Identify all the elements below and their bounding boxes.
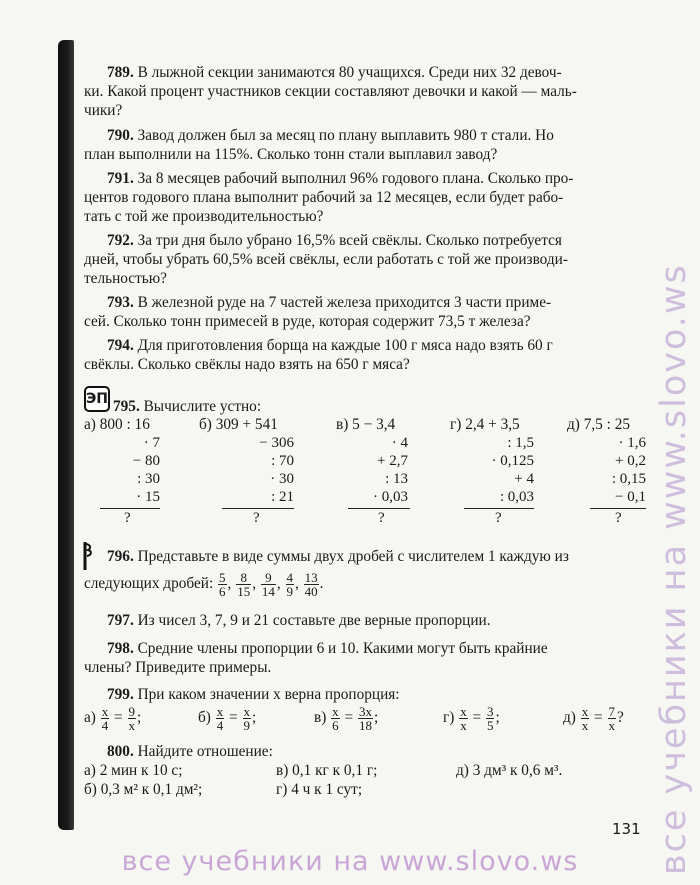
problem-791-line-1: 791. За 8 месяцев рабочий выполнил 96% годового плана. Сколько про- — [107, 170, 574, 187]
col-e-op-3: : 0,15 — [611, 471, 646, 487]
problem-789-line-2: ки. Какой процент участников секции составляют девочки и какой — маль- — [84, 83, 577, 100]
problem-794-line-1: 794. Для приготовления борща на каждые 100 г мяса надо взять 60 г — [107, 337, 553, 354]
problem-790-line-1: 790. Завод должен был за месяц по плану выплавить 980 т стали. Но — [107, 127, 554, 144]
col-e-rule — [590, 508, 646, 509]
pencil-mark-icon — [82, 540, 94, 572]
col-d-op-4: : 0,03 — [499, 489, 534, 505]
col-e-op-2: + 0,2 — [615, 453, 646, 469]
problem-795-title: 795. Вычислите устно: — [113, 398, 262, 415]
problem-794-line-2: свёклы. Сколько свёклы надо взять на 650 г мяса? — [84, 356, 410, 373]
col-a-answer: ? — [124, 510, 131, 526]
problem-791-line-3: тать с той же производительностью? — [84, 208, 324, 225]
proportion-d: г) $\frac{x}{x}$ = $\frac{3}{5}$ ; — [443, 704, 500, 733]
problem-799-title: 799. При каком значении x верна пропорция: — [107, 686, 400, 703]
proportion-b: б) $\frac{x}{4}$ = $\frac{x}{9}$ ; — [198, 704, 257, 733]
col-d-op-2: · 0,125 — [491, 453, 534, 469]
vertical-watermark: все учебники на www.slovo.ws — [654, 263, 694, 875]
problem-797: 797. Из чисел 3, 7, 9 и 21 составьте две верные пропорции. — [107, 612, 491, 629]
col-c-op-4: · 0,03 — [373, 489, 408, 505]
ratio-b: б) 0,3 м² к 0,1 дм²; — [84, 781, 203, 798]
page-number: 131 — [612, 820, 641, 838]
problem-792-line-3: тельностью? — [84, 270, 167, 287]
col-d-op-3: + 4 — [514, 471, 534, 487]
ratio-d: г) 4 ч к 1 сут; — [276, 781, 363, 798]
col-e-op-4: − 0,1 — [615, 489, 646, 505]
col-b-rule — [222, 508, 294, 509]
col-d-op-1: : 1,5 — [507, 435, 534, 451]
col-a-label: а) 800 : 16 — [84, 416, 150, 433]
col-b-op-2: : 70 — [271, 453, 294, 469]
problem-800-title: 800. Найдите отношение: — [107, 743, 273, 760]
problem-798-line-1: 798. Средние члены пропорции 6 и 10. Какими могут быть крайние — [107, 640, 548, 657]
col-c-op-3: : 13 — [385, 471, 408, 487]
ratio-e: д) 3 дм³ к 0,6 м³. — [456, 762, 563, 779]
col-e-label: д) 7,5 : 25 — [567, 416, 631, 433]
col-b-op-4: : 21 — [271, 489, 294, 505]
col-a-op-2: − 80 — [132, 453, 160, 469]
col-a-op-1: · 7 — [143, 435, 160, 451]
problem-790-line-2: план выполнили на 115%. Сколько тонн стали выплавил завод? — [84, 146, 498, 163]
problem-796-line-2: следующих дробей: $\frac{5}{6}$ , $\frac{8}{15}$ , $\frac{9}{14}$ , $\frac{4}{9}$ , $\frac{13}{40}$ . — [84, 570, 324, 599]
problem-796-line-1: 796. Представьте в виде суммы двух дробей с числителем 1 каждую из — [107, 548, 569, 565]
book-spine-shadow — [58, 40, 74, 830]
col-e-op-1: · 1,6 — [618, 435, 646, 451]
col-c-op-1: · 4 — [391, 435, 408, 451]
problem-791-line-2: центов годового плана выполнит рабочий за 12 месяцев, если будет рабо- — [84, 189, 564, 206]
col-d-label: г) 2,4 + 3,5 — [450, 416, 520, 433]
col-c-rule — [348, 508, 410, 509]
col-a-op-4: · 15 — [136, 489, 160, 505]
proportion-e: д) $\frac{x}{x}$ = $\frac{7}{x}$ ? — [563, 704, 624, 733]
frac-5: $\frac{13}{40}$ — [304, 570, 318, 599]
oral-exercise-icon: ЭП — [84, 386, 110, 412]
ratio-c: в) 0,1 кг к 0,1 г; — [276, 762, 378, 779]
problem-793-line-2: сей. Сколько тонн примесей в руде, которая содержит 73,5 т железа? — [84, 313, 531, 330]
problem-798-line-2: члены? Приведите примеры. — [84, 659, 272, 676]
col-a-op-3: : 30 — [137, 471, 160, 487]
problem-792-line-2: дней, чтобы убрать 60,5% всей свёклы, если работать с той же производи- — [84, 251, 568, 268]
ratio-a: а) 2 мин к 10 с; — [84, 762, 183, 779]
frac-4: $\frac{4}{9}$ — [286, 570, 293, 599]
col-c-answer: ? — [378, 510, 385, 526]
problem-793-line-1: 793. В железной руде на 7 частей железа приходится 3 части приме- — [107, 294, 552, 311]
col-b-op-1: − 306 — [259, 435, 294, 451]
col-c-op-2: + 2,7 — [377, 453, 408, 469]
problem-789-line-1: 789. В лыжной секции занимаются 80 учащихся. Среди них 32 девоч- — [107, 64, 562, 81]
proportion-a: а) $\frac{x}{4}$ = $\frac{9}{x}$ ; — [84, 704, 142, 733]
proportion-c: в) $\frac{x}{6}$ = $\frac{3x}{18}$ ; — [314, 704, 379, 733]
frac-1: $\frac{5}{6}$ — [219, 570, 226, 599]
col-b-op-3: · 30 — [270, 471, 294, 487]
bottom-watermark: все учебники на www.slovo.ws — [121, 846, 579, 877]
problem-789-line-3: чики? — [84, 102, 123, 119]
col-a-rule — [100, 508, 160, 509]
col-b-label: б) 309 + 541 — [199, 416, 278, 433]
col-d-rule — [464, 508, 534, 509]
col-d-answer: ? — [495, 510, 502, 526]
problem-792-line-1: 792. За три дня было убрано 16,5% всей свёклы. Сколько потребуется — [107, 232, 562, 249]
col-e-answer: ? — [615, 510, 622, 526]
frac-2: $\frac{8}{15}$ — [237, 570, 251, 599]
col-b-answer: ? — [253, 510, 260, 526]
col-c-label: в) 5 − 3,4 — [336, 416, 396, 433]
frac-3: $\frac{9}{14}$ — [261, 570, 275, 599]
